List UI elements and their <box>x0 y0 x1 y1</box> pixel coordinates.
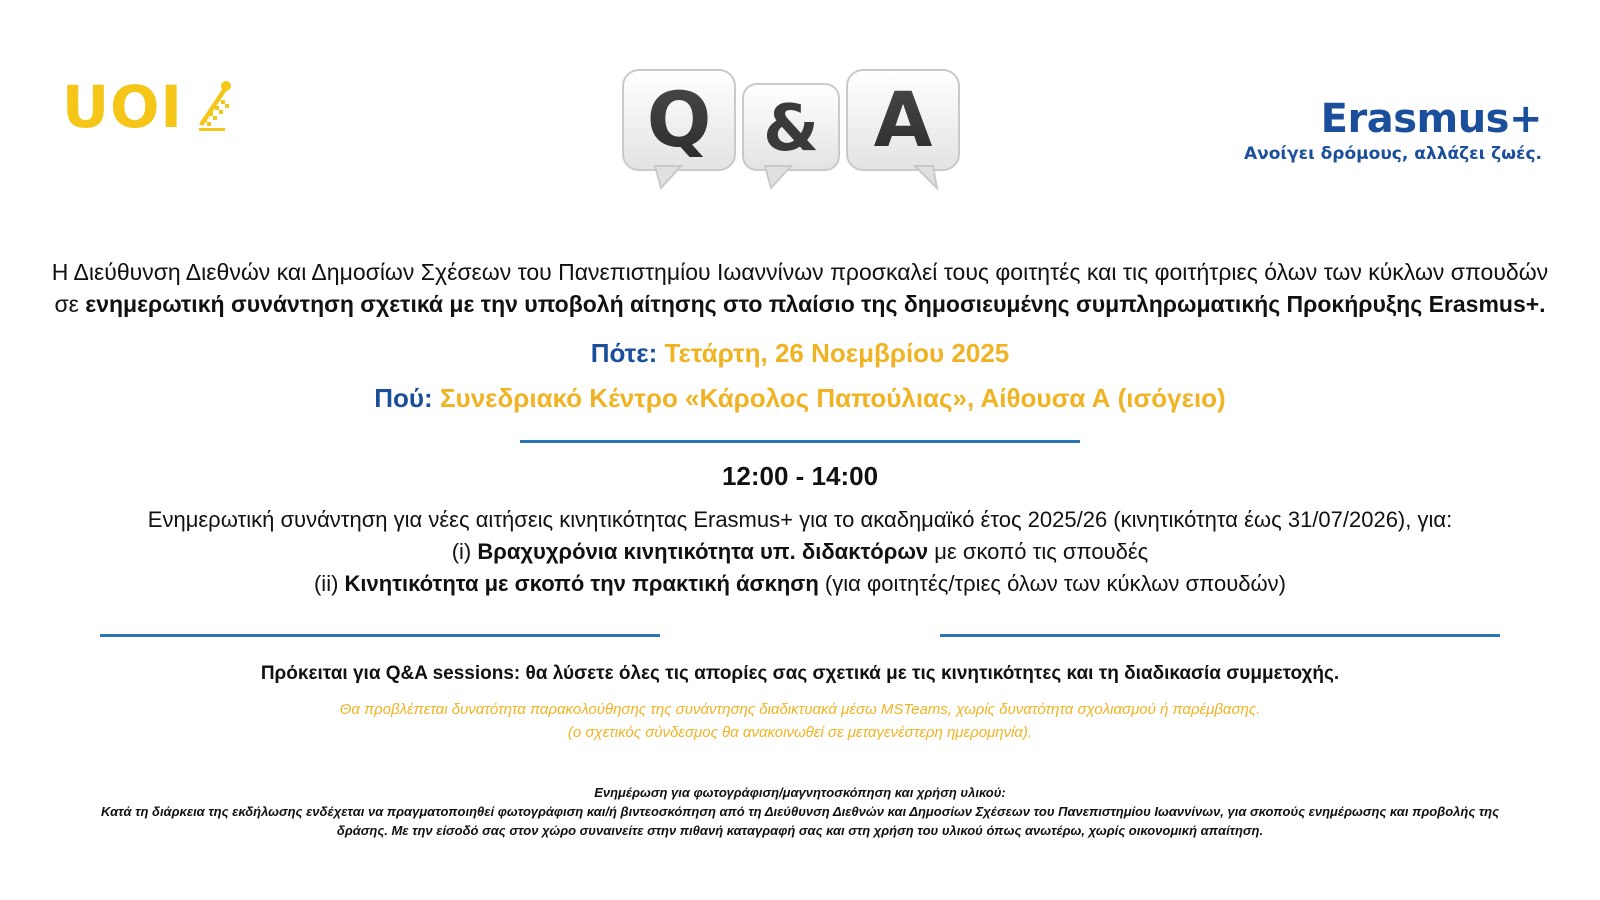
description-line: Ενημερωτική συνάντηση για νέες αιτήσεις κινητικότητας Erasmus+ για το ακαδημαϊκό έτος 2025/26 (κινητικότητα έως 31/07/2026), για: <box>147 507 1453 533</box>
when-label: Πότε: <box>590 338 658 369</box>
divider-left <box>100 634 660 637</box>
legal-notice <box>90 784 1510 841</box>
event-when <box>30 338 1570 369</box>
legal-text: Κατά τη διάρκεια της εκδήλωσης ενδέχεται να πραγματοποιηθεί φωτογράφιση και/ή βιντεοσκόπηση από τη Διεύθυνση Διεθνών και Δημοσίων Σχέσεων του Πανεπιστημίου Ιωαννίνων, για σκοπούς ενημέρωσης και προβολής της δράσης. Με την είσοδό σας στον χώρο συναινείτε στην πιθανή καταγραφή σας και στη χρήση του υλικού όπως ανωτέρω, χωρίς οικονομική απαίτηση. <box>100 803 1500 838</box>
poster-body <box>0 257 1600 841</box>
poster-header <box>0 0 1600 215</box>
svg-text:A: A <box>873 75 933 164</box>
description-item-2 <box>30 568 1570 600</box>
intro-paragraph <box>40 257 1560 320</box>
item2-prefix: (ii) <box>313 571 345 597</box>
intro-text-bold: ενημερωτική συνάντηση σχετικά με την υποβολή αίτησης στο πλαίσιο της δημοσιευμένης συμπληρωματικής Προκήρυξης Erasmus+. <box>85 290 1546 317</box>
teams-note-line-2: (ο σχετικός σύνδεσμος θα ανακοινωθεί σε μεταγενέστερη ημερομηνία). <box>567 723 1033 741</box>
intro-text-part1: Η Διεύθυνση Διεθνών και Δημοσίων Σχέσεων του Πανεπιστημίου Ιωαννίνων προσκαλεί τους φοιτητές και τις φοιτήτριες όλων των κύκλων σπουδών σε <box>51 259 1549 317</box>
where-value: Συνεδριακό Κέντρο «Κάρολος Παπούλιας», Αίθουσα Α (ισόγειο) <box>439 383 1226 414</box>
uoi-logo-text: UOI <box>62 73 183 141</box>
description-item-1 <box>30 536 1570 568</box>
svg-text:Q: Q <box>646 75 712 164</box>
event-time: 12:00 - 14:00 <box>721 461 879 492</box>
item2-suffix: (για φοιτητές/τριες όλων των κύκλων σπουδών) <box>818 571 1286 597</box>
event-description <box>30 504 1570 600</box>
where-label: Πού: <box>374 383 433 414</box>
erasmus-title: Erasmus+ <box>1320 96 1542 142</box>
qa-logo <box>615 62 985 197</box>
item1-suffix: με σκοπό τις σπουδές <box>928 539 1149 565</box>
when-value: Τετάρτη, 26 Νοεμβρίου 2025 <box>664 338 1010 369</box>
item1-prefix: (i) <box>451 539 478 565</box>
event-where <box>30 383 1570 414</box>
teams-note-line-1: Θα προβλέπεται δυνατότητα παρακολούθησης της συνάντησης διαδικτυακά μέσω MSTeams, χωρίς δυνατότητα σχολιασμού ή παρέμβασης. <box>339 701 1261 719</box>
divider-pair <box>100 634 1500 637</box>
erasmus-tagline: Ανοίγει δρόμους, αλλάζει ζωές. <box>1243 144 1542 164</box>
qa-session-note: Πρόκειται για Q&A sessions: θα λύσετε όλες τις απορίες σας σχετικά με τις κινητικότητες και τη διαδικασία συμμετοχής. <box>260 663 1340 685</box>
uoi-emblem-icon <box>193 78 237 136</box>
divider-center <box>520 440 1080 443</box>
erasmus-logo <box>1244 98 1542 164</box>
teams-note <box>30 699 1570 744</box>
legal-title: Ενημέρωση για φωτογράφιση/μαγνητοσκόπηση και χρήση υλικού: <box>594 785 1006 801</box>
item1-bold: Βραχυχρόνια κινητικότητα υπ. διδακτόρων <box>477 539 929 565</box>
uoi-logo <box>62 73 237 141</box>
item2-bold: Κινητικότητα με σκοπό την πρακτική άσκηση <box>344 571 819 597</box>
divider-right <box>940 634 1500 637</box>
svg-text:&: & <box>763 92 819 166</box>
